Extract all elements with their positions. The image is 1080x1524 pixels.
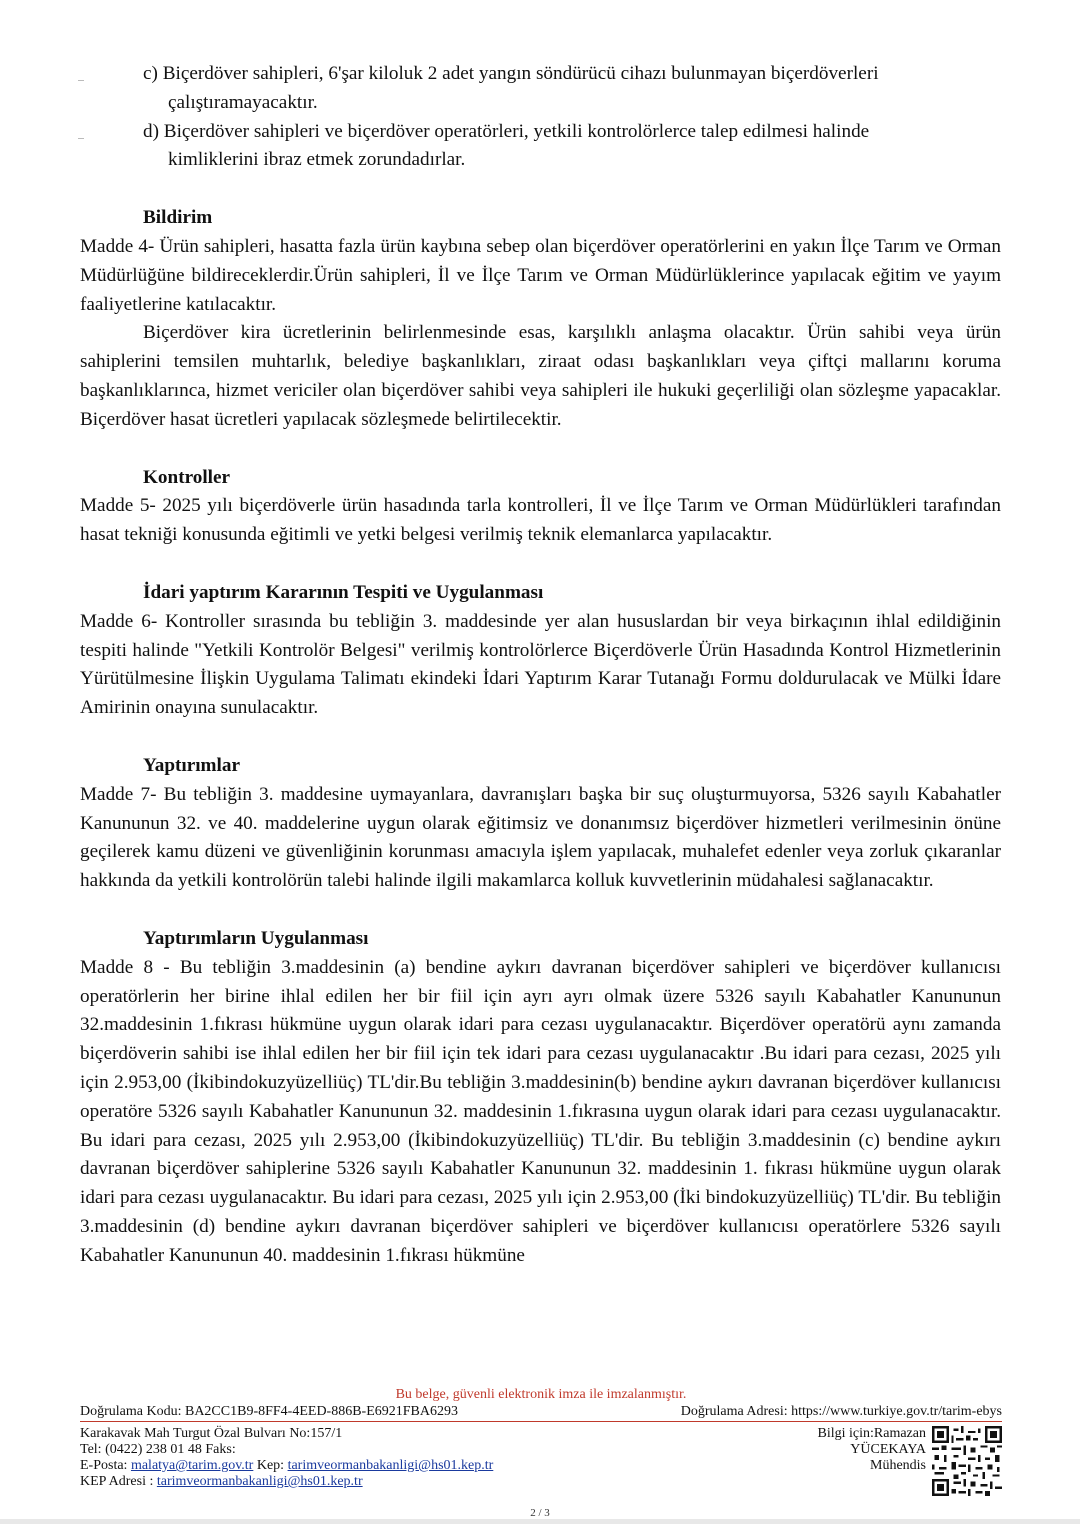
clause-d <box>80 118 1001 176</box>
section-title-bildirim: Bildirim <box>143 207 213 229</box>
section-title-kontroller: Kontroller <box>143 466 231 488</box>
section-title-yaptirimlar: Yaptırımlar <box>143 754 240 776</box>
kep-address-line: KEP Adresi : tarimveormanbakanligi@hs01.kep.tr <box>80 1474 363 1489</box>
verification-code: Doğrulama Kodu: BA2CC1B9-8FF4-4EED-886B-E6921FBA6293 <box>80 1404 458 1419</box>
clause-c-line2: çalıştıramayacaktır. <box>168 91 318 113</box>
paragraph-madde-7: Madde 7- Bu tebliğin 3. maddesine uymayanlara, davranışları başka bir suç oluşturmuyorsa, 5326 sayılı Kabahatler Kanununun 32. ve 40. maddelerine uygun olarak eğitimsiz ve donanımsız biçerdöver hizmetleri verilmesinin önüne geçilerek kamu düzeni ve güvenliğinin korunması amacıyla işlem yapılacak, muhalefet edenler veya zorluk çıkaranlar hakkında da yetkili kontrolörün talebi halinde ilgili makamlarca kolluk kuvvetlerinin müdahalesi sağlanacaktır. <box>80 783 1001 892</box>
paragraph-kira-ucretleri: Biçerdöver kira ücretlerinin belirlenmesinde esas, karşılıklı anlaşma olacaktır. Ürün sahibi veya ürün sahiplerini temsilen muhtarlık, belediye başkanlıkları, ziraat odası başkanlıkları veya çiftçi mallarını koruma başkanlıklarınca, hizmet vericiler olan biçerdöver sahibi veya sahipleri ile hukuki geçerliliği olan sözleşme yapacaklar. Biçerdöver hasat ücretleri yapılacak sözleşmede belirtilecektir. <box>80 322 1001 430</box>
e-signature-note: Bu belge, güvenli elektronik imza ile imzalanmıştır. <box>395 1387 687 1402</box>
contact-block <box>80 1426 1002 1496</box>
email-link[interactable]: malatya@tarim.gov.tr <box>130 1458 254 1473</box>
section-title-yaptirimlarin-uygulanmasi: Yaptırımların Uygulanması <box>143 927 369 949</box>
paragraph-madde-8: Madde 8 - Bu tebliğin 3.maddesinin (a) bendine aykırı davranan biçerdöver sahipleri ve biçerdöver kullanıcısı operatörlerin her birine ihlal edilen her bir fiil için ayrı ayrı olmak üzere 5326 sayılı Kabahatler Kanununun 32.maddesinin 1.fıkrası hükmüne uygun olarak idari para cezası uygulanacaktır. Biçerdöver operatörü aynı zamanda biçerdöverin sahibi ise ihlal edilen her bir fiil için tek idari para cezası uygulanacaktır .Bu idari para cezası, 2025 yılı için 2.953,00 (İkibindokuzyüzelliüç) TL'dir.Bu tebliğin 3.maddesinin(b) bendine aykırı davranan biçerdöver kullanıcısı operatöre 5326 sayılı Kabahatler Kanununun 32. maddesinin 1.fıkrasına uygun olarak idari para cezası uygulanacaktır. Bu idari para cezası, 2025 yılı 2.953,00 (İkibindokuzyüzelliüç) TL'dir. Bu tebliğin 3.maddesinin (c) bendine aykırı davranan biçerdöver sahiplerine 5326 sayılı Kabahatler Kanununun 32. maddesinin 1. fıkrası hükmüne uygun olarak idari para cezası uygulanacaktır. Bu idari para cezası, 2025 yılı için 2.953,00 (İki bindokuzyüzelliüç) TL'dir. Bu tebliğin 3.maddesinin (d) bendine aykırı davranan biçerdöver sahipleri ve biçerdöver kullanıcısı operatörlere 5326 sayılı Kabahatler Kanununun 40. maddesinin 1.fıkrası hükmüne <box>80 956 1001 1266</box>
verification-address[interactable]: Doğrulama Adresi: https://www.turkiye.gov.tr/tarim-ebys <box>680 1404 1002 1419</box>
office-address: Karakavak Mah Turgut Özal Bulvarı No:157/1 <box>80 1426 343 1441</box>
clause-c-line1: c) Biçerdöver sahipleri, 6'şar kiloluk 2 adet yangın söndürücü cihazı bulunmayan biçerdöverleri <box>143 63 879 84</box>
document-footer <box>80 1386 1002 1496</box>
page-number: 2 / 3 <box>530 1507 550 1519</box>
clause-c <box>80 60 1001 118</box>
info-contact: Bilgi için:Ramazan YÜCEKAYA Mühendis <box>817 1426 926 1473</box>
kep-link[interactable]: tarimveormanbakanligi@hs01.kep.tr <box>287 1458 494 1473</box>
kep-address-link[interactable]: tarimveormanbakanligi@hs01.kep.tr <box>156 1474 363 1489</box>
office-phone: Tel: (0422) 238 01 48 Faks: <box>80 1442 236 1457</box>
qr-code-icon <box>932 1426 1002 1496</box>
paragraph-madde-6: Madde 6- Kontroller sırasında bu tebliğin 3. maddesinde yer alan hususlardan bir veya birkaçının ihlal edildiğinin tespiti halinde "Yetkili Kontrolör Belgesi" verilmiş kontrolörlerce Biçerdöverle Ürün Hasadında Kontrol Hizmetlerinin Yürütülmesine İlişkin Uygulama Talimatı ekindeki İdari Yaptırım Karar Tutanağı Formu doldurulacak ve Mülki İdare Amirinin onayına sunulacaktır. <box>80 610 1001 719</box>
clause-d-line2: kimliklerini ibraz etmek zorundadırlar. <box>168 149 466 171</box>
page-bottom-edge <box>0 1519 1080 1524</box>
paragraph-madde-5: Madde 5- 2025 yılı biçerdöverle ürün hasadında tarla kontrolleri, İl ve İlçe Tarım ve Orman Müdürlükleri tarafından hasat tekniği konusunda eğitimli ve yetki belgesi verilmiş teknik elemanlarca yapılacaktır. <box>80 495 1001 546</box>
contact-details <box>80 1426 493 1496</box>
info-contact-block <box>818 1426 1002 1496</box>
document-body <box>80 60 1001 1270</box>
clause-d-line1: d) Biçerdöver sahipleri ve biçerdöver operatörleri, yetkili kontrolörlerce talep edilmesi halinde <box>143 120 870 142</box>
email-line: E-Posta: malatya@tarim.gov.tr Kep: tarimveormanbakanligi@hs01.kep.tr <box>80 1458 494 1473</box>
verification-row <box>80 1403 1002 1422</box>
paragraph-madde-4: Madde 4- Ürün sahipleri, hasatta fazla ürün kaybına sebep olan biçerdöver operatörlerini en yakın İlçe Tarım ve Orman Müdürlüğüne bildireceklerdir.Ürün sahipleri, İl ve İlçe Tarım ve Orman Müdürlüklerince yapılacak eğitim ve yayım faaliyetlerine katılacaktır. <box>80 235 1001 315</box>
section-title-idari-yaptirim: İdari yaptırım Kararının Tespiti ve Uygulanması <box>143 581 544 603</box>
